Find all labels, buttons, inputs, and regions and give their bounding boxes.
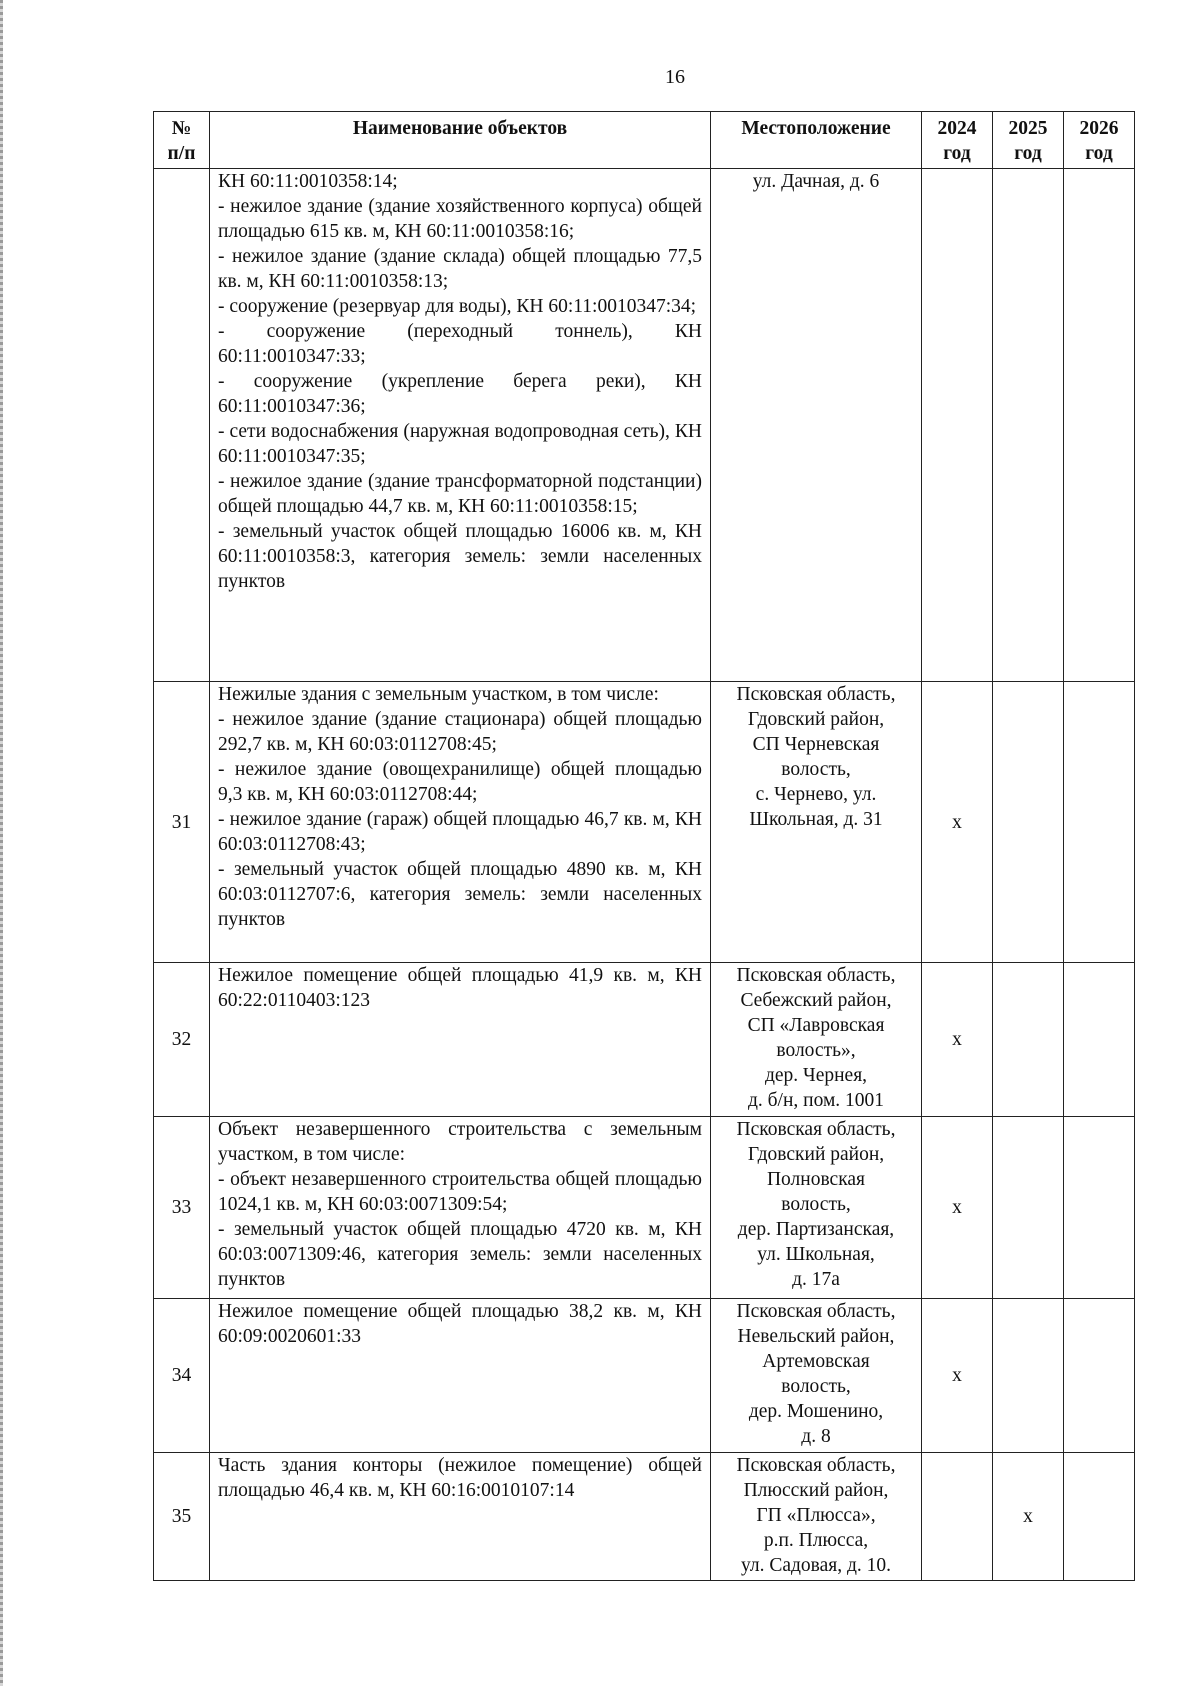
- location-cell: [711, 169, 922, 682]
- location-line: волость,: [781, 759, 851, 780]
- location-line: СП Черневская: [752, 734, 880, 755]
- location-cell: [711, 963, 922, 1117]
- year-mark-2026: [1064, 169, 1135, 682]
- location-cell: [711, 1299, 922, 1453]
- object-name-line: Нежилые здания с земельным участком, в том числе:: [218, 684, 659, 705]
- object-name-line: Нежилое помещение общей площадью 41,9 кв. м, КН 60:22:0110403:123: [218, 965, 702, 1011]
- year-mark-2025: [993, 1117, 1064, 1299]
- object-name-line: - нежилое здание (овощехранилище) общей площадью 9,3 кв. м, КН 60:03:0112708:44;: [218, 759, 702, 805]
- year-mark-2024: [922, 1453, 993, 1581]
- location-line: д. 17а: [792, 1269, 840, 1290]
- year-mark-2025: [993, 682, 1064, 963]
- location-line: Гдовский район,: [747, 709, 885, 730]
- year-mark-2026: [1064, 1453, 1135, 1581]
- location-line: р.п. Плюсса,: [763, 1530, 869, 1551]
- scan-edge: [0, 0, 3, 1686]
- year-mark-2025: [993, 169, 1064, 682]
- location-line: дер. Мошенино,: [748, 1401, 884, 1422]
- object-name-cell: [210, 1117, 711, 1299]
- table-row: [154, 1117, 1135, 1299]
- header-2024: 2024 год: [922, 112, 993, 169]
- object-name-cell: [210, 682, 711, 963]
- object-name-line: - нежилое здание (здание склада) общей площадью 77,5 кв. м, КН 60:11:0010358:13;: [218, 246, 702, 292]
- location-line: Невельский район,: [737, 1326, 895, 1347]
- location-line: ул. Садовая, д. 10.: [740, 1555, 892, 1576]
- objects-table: [153, 111, 1135, 1581]
- object-name-line: - нежилое здание (здание трансформаторной подстанции) общей площадью 44,7 кв. м, КН 60:11:0010358:15;: [218, 471, 702, 517]
- location-line: Полновская: [766, 1169, 866, 1190]
- location-line: Гдовский район,: [747, 1144, 885, 1165]
- header-row: [154, 112, 1135, 169]
- table-row: [154, 1453, 1135, 1581]
- object-name-cell: [210, 169, 711, 682]
- year-mark-2026: [1064, 1117, 1135, 1299]
- object-name-line: - сооружение (переходный тоннель), КН 60:11:0010347:33;: [218, 321, 702, 367]
- year-mark-2026: [1064, 682, 1135, 963]
- object-name-line: Нежилое помещение общей площадью 38,2 кв. м, КН 60:09:0020601:33: [218, 1301, 702, 1347]
- object-name-line: - объект незавершенного строительства общей площадью 1024,1 кв. м, КН 60:03:0071309:54;: [218, 1169, 702, 1215]
- location-line: дер. Партизанская,: [737, 1219, 895, 1240]
- location-cell: [711, 1453, 922, 1581]
- row-number: 33: [154, 1117, 210, 1299]
- location-line: волость»,: [776, 1040, 856, 1061]
- object-name-line: - сооружение (укрепление берега реки), КН 60:11:0010347:36;: [218, 371, 702, 417]
- row-number: 31: [154, 682, 210, 963]
- header-num: № п/п: [154, 112, 210, 169]
- location-line: Себежский район,: [740, 990, 892, 1011]
- location-line: Плюсский район,: [743, 1480, 889, 1501]
- location-line: волость,: [781, 1194, 851, 1215]
- object-name-line: - сети водоснабжения (наружная водопроводная сеть), КН 60:11:0010347:35;: [218, 421, 702, 467]
- table-body: [154, 169, 1135, 1581]
- table-row: [154, 963, 1135, 1117]
- location-line: Артемовская: [762, 1351, 870, 1372]
- object-name-line: - нежилое здание (здание хозяйственного корпуса) общей площадью 615 кв. м, КН 60:11:0010358:16;: [218, 196, 702, 242]
- row-number: 32: [154, 963, 210, 1117]
- object-name-cell: [210, 963, 711, 1117]
- location-cell: [711, 682, 922, 963]
- location-line: Псковская область,: [736, 684, 896, 705]
- location-line: д. б/н, пом. 1001: [747, 1090, 885, 1111]
- location-line: Псковская область,: [736, 965, 896, 986]
- object-name-line: Часть здания конторы (нежилое помещение) общей площадью 46,4 кв. м, КН 60:16:0010107:14: [218, 1455, 702, 1501]
- location-line: Псковская область,: [736, 1455, 896, 1476]
- location-line: Школьная, д. 31: [749, 809, 883, 830]
- row-number: [154, 169, 210, 682]
- object-name-line: КН 60:11:0010358:14;: [218, 171, 398, 192]
- object-name-line: - земельный участок общей площадью 4720 кв. м, КН 60:03:0071309:46, категория земель: земли населенных пунктов: [218, 1219, 702, 1290]
- object-name-line: - земельный участок общей площадью 16006 кв. м, КН 60:11:0010358:3, категория земель: земли населенных пунктов: [218, 521, 702, 592]
- location-line: Псковская область,: [736, 1119, 896, 1140]
- header-name: Наименование объектов: [210, 112, 711, 169]
- location-line: с. Чернево, ул.: [755, 784, 877, 805]
- location-line: д. 8: [801, 1426, 831, 1447]
- year-mark-2024: x: [922, 682, 993, 963]
- header-2026: 2026 год: [1064, 112, 1135, 169]
- header-location: Местоположение: [711, 112, 922, 169]
- year-mark-2025: x: [993, 1453, 1064, 1581]
- location-line: СП «Лавровская: [747, 1015, 885, 1036]
- table-row: [154, 169, 1135, 682]
- row-number: 34: [154, 1299, 210, 1453]
- year-mark-2025: [993, 1299, 1064, 1453]
- object-name-line: Объект незавершенного строительства с земельным участком, в том числе:: [218, 1119, 702, 1165]
- page-number: 16: [665, 66, 685, 88]
- table-row: [154, 682, 1135, 963]
- location-line: ГП «Плюсса»,: [756, 1505, 876, 1526]
- year-mark-2024: x: [922, 1117, 993, 1299]
- table-row: [154, 1299, 1135, 1453]
- location-line: волость,: [781, 1376, 851, 1397]
- object-name-line: - сооружение (резервуар для воды), КН 60:11:0010347:34;: [218, 296, 697, 317]
- location-line: Псковская область,: [736, 1301, 896, 1322]
- object-name-cell: [210, 1299, 711, 1453]
- year-mark-2026: [1064, 963, 1135, 1117]
- object-name-line: - нежилое здание (здание стационара) общей площадью 292,7 кв. м, КН 60:03:0112708:45;: [218, 709, 702, 755]
- object-name-line: - нежилое здание (гараж) общей площадью 46,7 кв. м, КН 60:03:0112708:43;: [218, 809, 702, 855]
- year-mark-2026: [1064, 1299, 1135, 1453]
- location-line: дер. Чернея,: [764, 1065, 868, 1086]
- header-2025: 2025 год: [993, 112, 1064, 169]
- row-number: 35: [154, 1453, 210, 1581]
- location-cell: [711, 1117, 922, 1299]
- year-mark-2025: [993, 963, 1064, 1117]
- object-name-line: - земельный участок общей площадью 4890 кв. м, КН 60:03:0112707:6, категория земель: земли населенных пунктов: [218, 859, 702, 930]
- object-name-cell: [210, 1453, 711, 1581]
- location-line: ул. Дачная, д. 6: [752, 171, 880, 192]
- year-mark-2024: x: [922, 1299, 993, 1453]
- year-mark-2024: x: [922, 963, 993, 1117]
- location-line: ул. Школьная,: [757, 1244, 875, 1265]
- year-mark-2024: [922, 169, 993, 682]
